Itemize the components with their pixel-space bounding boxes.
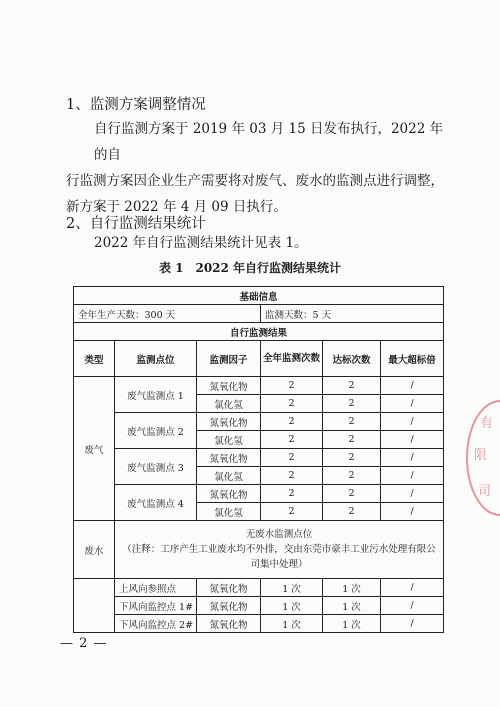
pass-cell: 2 [323, 413, 381, 431]
table-row [74, 449, 444, 467]
stamp-char: 限 [474, 448, 488, 463]
production-days: 全年生产天数：300 天 [74, 305, 261, 323]
max-cell: / [381, 431, 444, 449]
max-cell: / [381, 579, 444, 597]
pass-cell: 1 次 [323, 579, 381, 597]
count-cell: 2 [261, 413, 323, 431]
basic-info-header: 基础信息 [74, 287, 444, 305]
point-cell: 废气监测点 2 [115, 413, 197, 449]
col-header-type: 类型 [74, 341, 115, 377]
max-cell: / [381, 503, 444, 521]
factor-cell: 氯化氢 [197, 431, 261, 449]
paragraph-line: 自行监测方案于 2019 年 03 月 15 日发布执行，2022 年的自 [94, 121, 444, 163]
results-table [73, 286, 444, 633]
table-row [74, 413, 444, 431]
table-row [74, 323, 444, 341]
table-row [74, 287, 444, 305]
factor-cell: 氮氧化物 [197, 377, 261, 395]
point-cell: 上风向参照点 [115, 579, 197, 597]
point-cell: 废气监测点 4 [115, 485, 197, 521]
paragraph-line: 行监测方案因企业生产需要将对废气、废水的监测点进行调整， [66, 173, 444, 189]
count-cell: 2 [261, 467, 323, 485]
point-cell: 废气监测点 1 [115, 377, 197, 413]
point-cell: 下风向监控点 1# [115, 597, 197, 615]
table-header-row [74, 341, 444, 377]
no-wastewater-label: 无废水监测点位 [245, 529, 313, 540]
max-cell: / [381, 449, 444, 467]
max-cell: / [381, 615, 444, 633]
pass-cell: 2 [323, 467, 381, 485]
stamp-char: 司 [478, 484, 492, 499]
max-cell: / [381, 485, 444, 503]
pass-cell: 1 次 [323, 597, 381, 615]
pass-cell: 2 [323, 449, 381, 467]
count-cell: 2 [261, 485, 323, 503]
pass-cell: 2 [323, 503, 381, 521]
section2-heading: 2、自行监测结果统计 [66, 216, 206, 232]
type-cell-empty [74, 579, 115, 633]
factor-cell: 氮氧化物 [197, 413, 261, 431]
type-cell-waste-water: 废水 [74, 521, 115, 579]
factor-cell: 氮氧化物 [197, 449, 261, 467]
pass-cell: 2 [323, 431, 381, 449]
results-header: 自行监测结果 [74, 323, 444, 341]
count-cell: 2 [261, 395, 323, 413]
point-cell: 废气监测点 3 [115, 449, 197, 485]
col-header-point: 监测点位 [115, 341, 197, 377]
table-row [74, 377, 444, 395]
max-cell: / [381, 395, 444, 413]
waste-water-note-cell [115, 521, 444, 579]
stamp-char: 有 [480, 416, 494, 431]
count-cell: 1 次 [261, 579, 323, 597]
pass-cell: 2 [323, 485, 381, 503]
section2-paragraph: 2022 年自行监测结果统计见表 1。 [94, 235, 308, 251]
point-cell: 下风向监控点 2# [115, 615, 197, 633]
factor-cell: 氯化氢 [197, 503, 261, 521]
max-cell: / [381, 377, 444, 395]
table-row [74, 305, 444, 323]
section1-paragraph [66, 116, 444, 220]
pass-cell: 2 [323, 395, 381, 413]
wastewater-note: （注释：工序产生工业废水均不外排，交由东莞市豪丰工业污水处理有限公司集中处理） [122, 544, 436, 570]
max-cell: / [381, 467, 444, 485]
count-cell: 2 [261, 377, 323, 395]
page-number: — 2 — [60, 636, 108, 651]
monitoring-days: 监测天数：5 天 [261, 305, 444, 323]
table-row [74, 615, 444, 633]
paragraph-line: 新方案于 2022 年 4 月 09 日执行。 [66, 199, 287, 215]
count-cell: 2 [261, 431, 323, 449]
col-header-factor: 监测因子 [197, 341, 261, 377]
table-row [74, 485, 444, 503]
factor-cell: 氮氧化物 [197, 615, 261, 633]
count-cell: 2 [261, 503, 323, 521]
factor-cell: 氯化氢 [197, 467, 261, 485]
table-row [74, 521, 444, 579]
factor-cell: 氮氧化物 [197, 597, 261, 615]
factor-cell: 氮氧化物 [197, 485, 261, 503]
factor-cell: 氮氧化物 [197, 579, 261, 597]
col-header-pass: 达标次数 [323, 341, 381, 377]
table-row [74, 597, 444, 615]
col-header-count: 全年监测次数 [261, 341, 323, 377]
pass-cell: 1 次 [323, 615, 381, 633]
table-caption: 表 1 2022 年自行监测结果统计 [158, 261, 342, 275]
count-cell: 1 次 [261, 597, 323, 615]
table-row [74, 579, 444, 597]
factor-cell: 氯化氢 [197, 395, 261, 413]
count-cell: 1 次 [261, 615, 323, 633]
section1-heading: 1、监测方案调整情况 [66, 97, 206, 113]
type-cell-waste-gas: 废气 [74, 377, 115, 521]
max-cell: / [381, 597, 444, 615]
pass-cell: 2 [323, 377, 381, 395]
col-header-max: 最大超标倍 [381, 341, 444, 377]
max-cell: / [381, 413, 444, 431]
count-cell: 2 [261, 449, 323, 467]
company-seal-stamp [466, 400, 500, 516]
